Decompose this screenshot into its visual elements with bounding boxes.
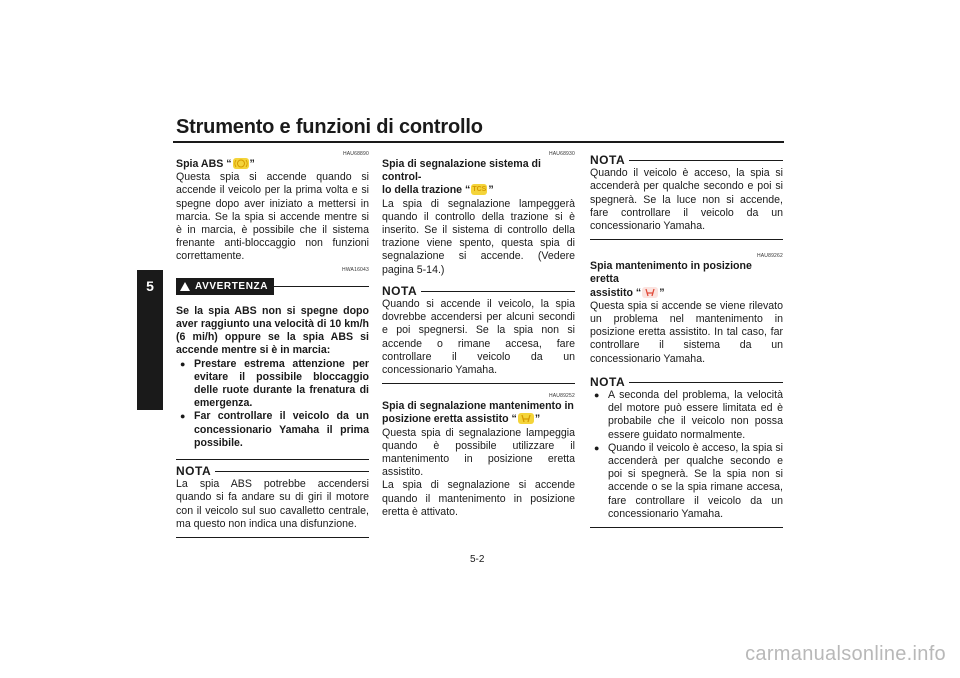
nota-rule — [629, 160, 783, 161]
tcs-heading-line1: Spia di segnalazione sistema di control- — [382, 158, 541, 184]
column-3 — [590, 150, 783, 533]
nota-body: Quando si accende il veicolo, la spia dovrebbe accendersi per alcuni secondi e poi spegnersi. Se la spia non si accende o rimane accesa, fare controllare il veicolo da un concessionario Yamaha. — [382, 298, 575, 377]
abs-icon — [233, 158, 249, 169]
list-item: ● Quando il veicolo è acceso, la spia si accenderà per qualche secondo e poi si spegnerà. Se la spia non si accende o se la spia rimane accesa, fare controllare il veicolo da un concessionario Yamaha. — [590, 442, 783, 521]
warning-rule — [274, 286, 369, 287]
tcs-icon-text: TCS — [472, 186, 487, 194]
nota-label: NOTA — [176, 464, 212, 479]
list-item: ● A seconda del problema, la velocità del motore può essere limitata ed è probabile che il veicolo non possa essere guidato normalmente. — [590, 389, 783, 442]
nota-bullets — [590, 389, 783, 521]
column-2 — [382, 150, 575, 519]
assist-heading-line1: Spia di segnalazione mantenimento in — [382, 400, 574, 413]
abs-heading — [176, 158, 369, 171]
warning-body — [176, 305, 369, 450]
warning-triangle-icon — [180, 282, 190, 291]
warning-label — [176, 278, 274, 295]
tcs-heading-line2: lo della trazione “ — [382, 184, 471, 197]
divider — [590, 527, 783, 528]
warning-label-text: AVVERTENZA — [195, 280, 269, 292]
nota-header — [176, 465, 369, 478]
divider — [590, 239, 783, 240]
nota-rule — [629, 382, 783, 383]
abs-heading-text: Spia ABS “ — [176, 158, 232, 170]
maint-heading — [590, 260, 783, 300]
maint-heading-line1: Spia mantenimento in posizione eretta — [590, 260, 752, 286]
abs-body: Questa spia si accende quando si accende il veicolo per la prima volta e si spegne dopo aver iniziato a mettersi in marcia. Se la spia si accende mentre si è in marcia, è possibile che il sistema frenante anti-bloccaggio non funzioni correttamente. — [176, 171, 369, 263]
assist-body-2: La spia di segnalazione si accende quando il mantenimento in posizione eretta è attivato. — [382, 479, 575, 518]
tcs-body: La spia di segnalazione lampeggerà quando il controllo della trazione si è inserito. Se il sistema di controllo della trazione viene spento, questa spia di segnalazione si accende. (Vedere pagina 5-14.) — [382, 197, 575, 276]
warning-text: Se la spia ABS non si spegne dopo aver raggiunto una velocità di 10 km/h (6 mi/h) oppure se la spia ABS si accende mentre si è in marcia: — [176, 304, 369, 357]
warning-header — [176, 278, 369, 295]
assist-heading — [382, 400, 575, 426]
nota-label: NOTA — [590, 153, 626, 167]
maint-body: Questa spia si accende se viene rilevato un problema nel mantenimento in posizione eretta assistito. In tal caso, far controllare il sistema da un concessionario Yamaha. — [590, 299, 783, 365]
abs-heading-close: ” — [249, 158, 255, 170]
ref-code: HAU68890 — [342, 151, 369, 157]
divider — [382, 383, 575, 384]
maint-heading-line2: assistito “ — [590, 286, 642, 299]
divider — [176, 537, 369, 538]
nota-body: Quando il veicolo è acceso, la spia si accenderà per qualche secondo e poi si spegnerà. Se la luce non si accende, fare controllare il veicolo da un concessionario Yamaha. — [590, 167, 783, 233]
divider — [176, 459, 369, 460]
nota-label: NOTA — [382, 283, 418, 298]
tcs-heading-close: ” — [488, 184, 494, 197]
page-title: Strumento e funzioni di controllo — [176, 116, 483, 138]
tcs-icon — [471, 184, 487, 195]
nota-header — [382, 285, 575, 298]
stand-assist-icon — [518, 413, 534, 424]
ref-code: HAU68930 — [548, 151, 575, 157]
page-number: 5-2 — [470, 554, 485, 565]
ref-code: HAU89252 — [548, 393, 575, 400]
assist-heading-close: ” — [534, 413, 541, 426]
list-item: ● Far controllare il veicolo da un concessionario Yamaha il prima possibile. — [176, 410, 369, 450]
nota-body: La spia ABS potrebbe accendersi quando si fa andare su di giri il motore con il veicolo sul suo cavalletto centrale, ma questo non indica una disfunzione. — [176, 478, 369, 530]
maint-heading-close: ” — [659, 286, 665, 299]
nota-label: NOTA — [590, 374, 626, 389]
nota-rule — [421, 291, 575, 292]
ref-code: HAU89262 — [756, 253, 783, 260]
nota-rule — [215, 471, 369, 472]
title-rule — [173, 141, 784, 143]
watermark: carmanualsonline.info — [745, 643, 946, 665]
section-tab: 5 — [137, 270, 163, 410]
list-item: ● Prestare estrema attenzione per evitare il possibile bloccaggio delle ruote durante la frenatura di emergenza. — [176, 358, 369, 411]
nota-header — [590, 154, 783, 167]
nota-header — [590, 376, 783, 389]
stand-assist-fault-icon — [642, 287, 658, 298]
warning-bullets — [176, 358, 369, 450]
assist-body-1: Questa spia di segnalazione lampeggia quando è possibile utilizzare il mantenimento in posizione eretta assistito. — [382, 426, 575, 479]
tcs-heading — [382, 158, 575, 198]
column-1 — [176, 150, 369, 543]
assist-heading-line2: posizione eretta assistito “ — [382, 413, 517, 426]
ref-code: HWA16043 — [342, 266, 369, 273]
